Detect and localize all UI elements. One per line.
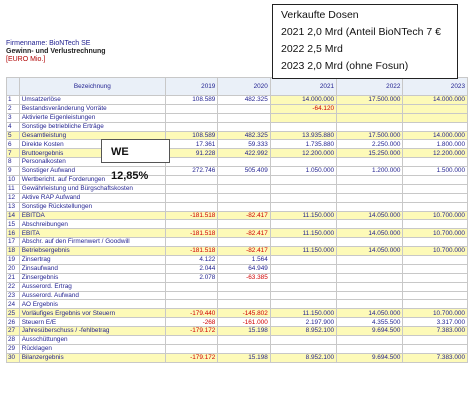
cell-value[interactable]	[337, 113, 403, 122]
row-number: 11	[7, 184, 20, 193]
row-label: Ausserord. Aufwand	[19, 291, 165, 300]
cell-value[interactable]: -179.172	[165, 327, 217, 336]
income-statement-table	[6, 77, 468, 363]
table-row	[7, 291, 468, 300]
table-row	[7, 256, 468, 265]
cell-value[interactable]: 14.050.000	[337, 211, 403, 220]
row-number: 22	[7, 282, 20, 291]
cell-value[interactable]: 1.735.880	[270, 140, 336, 149]
cell-value[interactable]: 482.325	[218, 131, 270, 140]
row-number: 7	[7, 149, 20, 158]
cell-value[interactable]	[218, 238, 270, 247]
cell-value[interactable]	[337, 282, 403, 291]
cell-value[interactable]	[270, 158, 336, 167]
table-row	[7, 184, 468, 193]
cell-value[interactable]	[270, 291, 336, 300]
currency-unit: [EURO Mio.]	[6, 56, 46, 63]
cell-value[interactable]	[218, 193, 270, 202]
cell-value[interactable]	[218, 282, 270, 291]
cell-value[interactable]: 2.078	[165, 273, 217, 282]
cell-value[interactable]	[337, 264, 403, 273]
table-row	[7, 113, 468, 122]
row-number: 18	[7, 247, 20, 256]
cell-value[interactable]: 14.000.000	[403, 131, 468, 140]
cell-value[interactable]	[165, 184, 217, 193]
row-label: Zinsergebnis	[19, 273, 165, 282]
row-label: Umsatzerlöse	[19, 96, 165, 105]
cell-value[interactable]	[218, 113, 270, 122]
row-number: 2	[7, 104, 20, 113]
cell-value[interactable]	[165, 193, 217, 202]
table-row	[7, 202, 468, 211]
note-line: Verkaufte Dosen	[281, 9, 359, 21]
row-number: 25	[7, 309, 20, 318]
cell-value[interactable]: -181.518	[165, 211, 217, 220]
note-line: 2021 2,0 Mrd (Anteil BioNTech 7 €	[281, 26, 441, 38]
cell-value[interactable]	[270, 238, 336, 247]
cell-value[interactable]	[165, 300, 217, 309]
cell-value[interactable]: 15.198	[218, 327, 270, 336]
note-line: 2022 2,5 Mrd	[281, 43, 343, 55]
cell-value[interactable]: 3.317.000	[403, 318, 468, 327]
cell-value[interactable]: -268	[165, 318, 217, 327]
row-label: Rücklagen	[19, 344, 165, 353]
row-label: Gesamtleistung	[19, 131, 165, 140]
cell-value[interactable]: -145.802	[218, 309, 270, 318]
cell-value[interactable]	[337, 104, 403, 113]
cell-value[interactable]: 7.383.000	[403, 353, 468, 362]
cell-value[interactable]: -64.120	[270, 104, 336, 113]
cell-value[interactable]: 1.200.000	[337, 167, 403, 176]
cell-value[interactable]	[270, 264, 336, 273]
cell-value[interactable]	[165, 113, 217, 122]
we-rate-label: WE 12,85%	[101, 139, 170, 163]
cell-value[interactable]: 15.250.000	[337, 149, 403, 158]
cell-value[interactable]	[270, 184, 336, 193]
cell-value[interactable]: 91.228	[165, 149, 217, 158]
table-row	[7, 318, 468, 327]
row-label: Sonstiger Aufwand	[19, 167, 165, 176]
cell-value[interactable]	[165, 344, 217, 353]
row-label: Sonstige betriebliche Erträge	[19, 122, 165, 131]
cell-value[interactable]: 15.198	[218, 353, 270, 362]
cell-value[interactable]: 14.050.000	[337, 309, 403, 318]
cell-value[interactable]	[165, 202, 217, 211]
cell-value[interactable]	[165, 238, 217, 247]
table-row	[7, 273, 468, 282]
col-header-2022: 2022	[337, 78, 403, 96]
cell-value[interactable]	[218, 291, 270, 300]
cell-value[interactable]	[165, 291, 217, 300]
cell-value[interactable]	[270, 122, 336, 131]
cell-value[interactable]	[403, 184, 468, 193]
cell-value[interactable]: 1.500.000	[403, 167, 468, 176]
cell-value[interactable]	[270, 113, 336, 122]
cell-value[interactable]: 2.250.000	[337, 140, 403, 149]
cell-value[interactable]	[403, 256, 468, 265]
cell-value[interactable]	[403, 264, 468, 273]
row-number: 5	[7, 131, 20, 140]
cell-value[interactable]: 14.050.000	[337, 229, 403, 238]
cell-value[interactable]	[337, 193, 403, 202]
company-name: Firmenname: BioNTech SE	[6, 40, 91, 47]
row-number: 19	[7, 256, 20, 265]
cell-value[interactable]	[337, 273, 403, 282]
row-number: 29	[7, 344, 20, 353]
cell-value[interactable]	[270, 344, 336, 353]
cell-value[interactable]: -82.417	[218, 229, 270, 238]
cell-value[interactable]	[337, 184, 403, 193]
row-label: EBITDA	[19, 211, 165, 220]
cell-value[interactable]: 17.500.000	[337, 131, 403, 140]
cell-value[interactable]: 505.409	[218, 167, 270, 176]
row-number: 20	[7, 264, 20, 273]
cell-value[interactable]	[218, 202, 270, 211]
cell-value[interactable]: 9.694.500	[337, 353, 403, 362]
row-number: 8	[7, 158, 20, 167]
row-number: 21	[7, 273, 20, 282]
cell-value[interactable]: 272.746	[165, 167, 217, 176]
cell-value[interactable]	[270, 176, 336, 185]
cell-value[interactable]: 1.050.000	[270, 167, 336, 176]
row-label: Bruttoergebnis	[19, 149, 165, 158]
cell-value[interactable]: 59.333	[218, 140, 270, 149]
cell-value[interactable]	[270, 202, 336, 211]
table-row	[7, 140, 468, 149]
table-row	[7, 282, 468, 291]
dose-sales-note	[272, 4, 458, 79]
cell-value[interactable]	[337, 220, 403, 229]
table-row	[7, 220, 468, 229]
cell-value[interactable]	[337, 291, 403, 300]
table-row	[7, 264, 468, 273]
cell-value[interactable]	[337, 122, 403, 131]
cell-value[interactable]: 422.992	[218, 149, 270, 158]
col-header-label: Bezeichnung	[19, 78, 165, 96]
cell-value[interactable]	[403, 273, 468, 282]
row-number: 27	[7, 327, 20, 336]
cell-value[interactable]: 13.935.880	[270, 131, 336, 140]
row-label: Zinsertrag	[19, 256, 165, 265]
cell-value[interactable]: 1.800.000	[403, 140, 468, 149]
table-row	[7, 131, 468, 140]
row-label: Bilanzergebnis	[19, 353, 165, 362]
row-number: 9	[7, 167, 20, 176]
cell-value[interactable]: 17.500.000	[337, 96, 403, 105]
cell-value[interactable]: 17.361	[165, 140, 217, 149]
cell-value[interactable]: 4.122	[165, 256, 217, 265]
cell-value[interactable]	[403, 344, 468, 353]
row-number: 26	[7, 318, 20, 327]
col-header-2019: 2019	[165, 78, 217, 96]
cell-value[interactable]: -82.417	[218, 211, 270, 220]
cell-value[interactable]	[165, 220, 217, 229]
cell-value[interactable]	[165, 336, 217, 345]
row-label: Aktivierte Eigenleistungen	[19, 113, 165, 122]
table-row	[7, 229, 468, 238]
table-row	[7, 193, 468, 202]
row-label: Zinsaufwand	[19, 264, 165, 273]
cell-value[interactable]: 8.952.100	[270, 327, 336, 336]
row-number: 4	[7, 122, 20, 131]
row-label: Ausserord. Ertrag	[19, 282, 165, 291]
table-row	[7, 353, 468, 362]
cell-value[interactable]	[270, 336, 336, 345]
row-number: 30	[7, 353, 20, 362]
cell-value[interactable]: 12.200.000	[270, 149, 336, 158]
cell-value[interactable]	[403, 104, 468, 113]
row-number: 13	[7, 202, 20, 211]
cell-value[interactable]: 11.150.000	[270, 229, 336, 238]
row-label: Vorläufiges Ergebnis vor Steuern	[19, 309, 165, 318]
row-number: 23	[7, 291, 20, 300]
cell-value[interactable]	[337, 256, 403, 265]
row-label: Wertbericht. auf Forderungen	[19, 176, 165, 185]
cell-value[interactable]: 2.197.900	[270, 318, 336, 327]
table-row	[7, 167, 468, 176]
cell-value[interactable]: -179.440	[165, 309, 217, 318]
cell-value[interactable]: 12.200.000	[403, 149, 468, 158]
row-label: Direkte Kosten	[19, 140, 165, 149]
cell-value[interactable]	[218, 176, 270, 185]
row-label: Sonstige Rückstellungen	[19, 202, 165, 211]
cell-value[interactable]	[165, 158, 217, 167]
cell-value[interactable]	[218, 336, 270, 345]
cell-value[interactable]	[218, 158, 270, 167]
table-row	[7, 327, 468, 336]
cell-value[interactable]	[403, 238, 468, 247]
row-number: 1	[7, 96, 20, 105]
cell-value[interactable]	[218, 220, 270, 229]
note-line: 2023 2,0 Mrd (ohne Fosun)	[281, 60, 409, 72]
cell-value[interactable]: -181.518	[165, 247, 217, 256]
cell-value[interactable]	[337, 202, 403, 211]
cell-value[interactable]	[403, 122, 468, 131]
cell-value[interactable]	[337, 158, 403, 167]
cell-value[interactable]: 64.949	[218, 264, 270, 273]
cell-value[interactable]	[403, 158, 468, 167]
cell-value[interactable]	[403, 282, 468, 291]
cell-value[interactable]	[218, 122, 270, 131]
table-row	[7, 309, 468, 318]
table-row	[7, 104, 468, 113]
table-row	[7, 211, 468, 220]
table-row	[7, 336, 468, 345]
cell-value[interactable]: -82.417	[218, 247, 270, 256]
cell-value[interactable]	[270, 282, 336, 291]
row-label: EBITA	[19, 229, 165, 238]
col-header-2020: 2020	[218, 78, 270, 96]
sheet-header	[6, 40, 106, 64]
cell-value[interactable]	[270, 193, 336, 202]
table-row	[7, 344, 468, 353]
cell-value[interactable]	[218, 344, 270, 353]
cell-value[interactable]: 11.150.000	[270, 247, 336, 256]
cell-value[interactable]	[218, 184, 270, 193]
cell-value[interactable]	[270, 273, 336, 282]
cell-value[interactable]	[218, 300, 270, 309]
table-row	[7, 149, 468, 158]
cell-value[interactable]: 14.000.000	[403, 96, 468, 105]
cell-value[interactable]	[403, 176, 468, 185]
cell-value[interactable]	[403, 113, 468, 122]
cell-value[interactable]	[337, 344, 403, 353]
cell-value[interactable]: 108.589	[165, 131, 217, 140]
row-number: 24	[7, 300, 20, 309]
cell-value[interactable]: 11.150.000	[270, 309, 336, 318]
row-number: 15	[7, 220, 20, 229]
statement-title: Gewinn- und Verlustrechnung	[6, 48, 106, 55]
row-number: 3	[7, 113, 20, 122]
cell-value[interactable]: 14.000.000	[270, 96, 336, 105]
table-row	[7, 158, 468, 167]
cell-value[interactable]: 10.700.000	[403, 309, 468, 318]
cell-value[interactable]	[165, 176, 217, 185]
cell-value[interactable]	[403, 336, 468, 345]
cell-value[interactable]: 14.050.000	[337, 247, 403, 256]
table-row	[7, 122, 468, 131]
row-label: Bestandsveränderung Vorräte	[19, 104, 165, 113]
row-label: Jahresüberschuss / -fehlbetrag	[19, 327, 165, 336]
row-number: 16	[7, 229, 20, 238]
col-header-2021: 2021	[270, 78, 336, 96]
table-header-row	[7, 78, 468, 96]
cell-value[interactable]: 9.694.500	[337, 327, 403, 336]
row-number: 12	[7, 193, 20, 202]
cell-value[interactable]	[165, 122, 217, 131]
row-number: 14	[7, 211, 20, 220]
cell-value[interactable]	[403, 202, 468, 211]
cell-value[interactable]	[337, 300, 403, 309]
cell-value[interactable]	[403, 220, 468, 229]
row-label: Personalkosten	[19, 158, 165, 167]
cell-value[interactable]: 10.700.000	[403, 211, 468, 220]
cell-value[interactable]: 8.952.100	[270, 353, 336, 362]
row-label: Aktive RAP Aufwand	[19, 193, 165, 202]
row-label: Betriebsergebnis	[19, 247, 165, 256]
row-label: AO Ergebnis	[19, 300, 165, 309]
row-label: Steuern E/E	[19, 318, 165, 327]
table-row	[7, 300, 468, 309]
cell-value[interactable]	[165, 104, 217, 113]
col-header-2023: 2023	[403, 78, 468, 96]
cell-value[interactable]: 4.355.500	[337, 318, 403, 327]
cell-value[interactable]: 1.564	[218, 256, 270, 265]
cell-value[interactable]	[403, 193, 468, 202]
row-number: 17	[7, 238, 20, 247]
row-number: 10	[7, 176, 20, 185]
row-number: 6	[7, 140, 20, 149]
row-label: Ausschüttungen	[19, 336, 165, 345]
cell-value[interactable]	[270, 256, 336, 265]
cell-value[interactable]: 10.700.000	[403, 229, 468, 238]
cell-value[interactable]: -63.385	[218, 273, 270, 282]
cell-value[interactable]	[403, 300, 468, 309]
table-row	[7, 96, 468, 105]
row-label: Gewährleistung und Bürgschaftskosten	[19, 184, 165, 193]
cell-value[interactable]: 7.383.000	[403, 327, 468, 336]
cell-value[interactable]	[270, 300, 336, 309]
cell-value[interactable]: -161.000	[218, 318, 270, 327]
cell-value[interactable]: -181.518	[165, 229, 217, 238]
col-header-no	[7, 78, 20, 96]
table-row	[7, 247, 468, 256]
cell-value[interactable]: 10.700.000	[403, 247, 468, 256]
table-row	[7, 238, 468, 247]
cell-value[interactable]	[337, 336, 403, 345]
cell-value[interactable]	[337, 176, 403, 185]
cell-value[interactable]: 2.044	[165, 264, 217, 273]
cell-value[interactable]	[218, 104, 270, 113]
cell-value[interactable]: 11.150.000	[270, 211, 336, 220]
cell-value[interactable]: -179.172	[165, 353, 217, 362]
cell-value[interactable]	[270, 220, 336, 229]
table-row	[7, 176, 468, 185]
row-label: Abschr. auf den Firmenwert / Goodwill	[19, 238, 165, 247]
cell-value[interactable]	[403, 291, 468, 300]
cell-value[interactable]: 482.325	[218, 96, 270, 105]
row-number: 28	[7, 336, 20, 345]
cell-value[interactable]	[165, 282, 217, 291]
cell-value[interactable]: 108.589	[165, 96, 217, 105]
cell-value[interactable]	[337, 238, 403, 247]
row-label: Abschreibungen	[19, 220, 165, 229]
